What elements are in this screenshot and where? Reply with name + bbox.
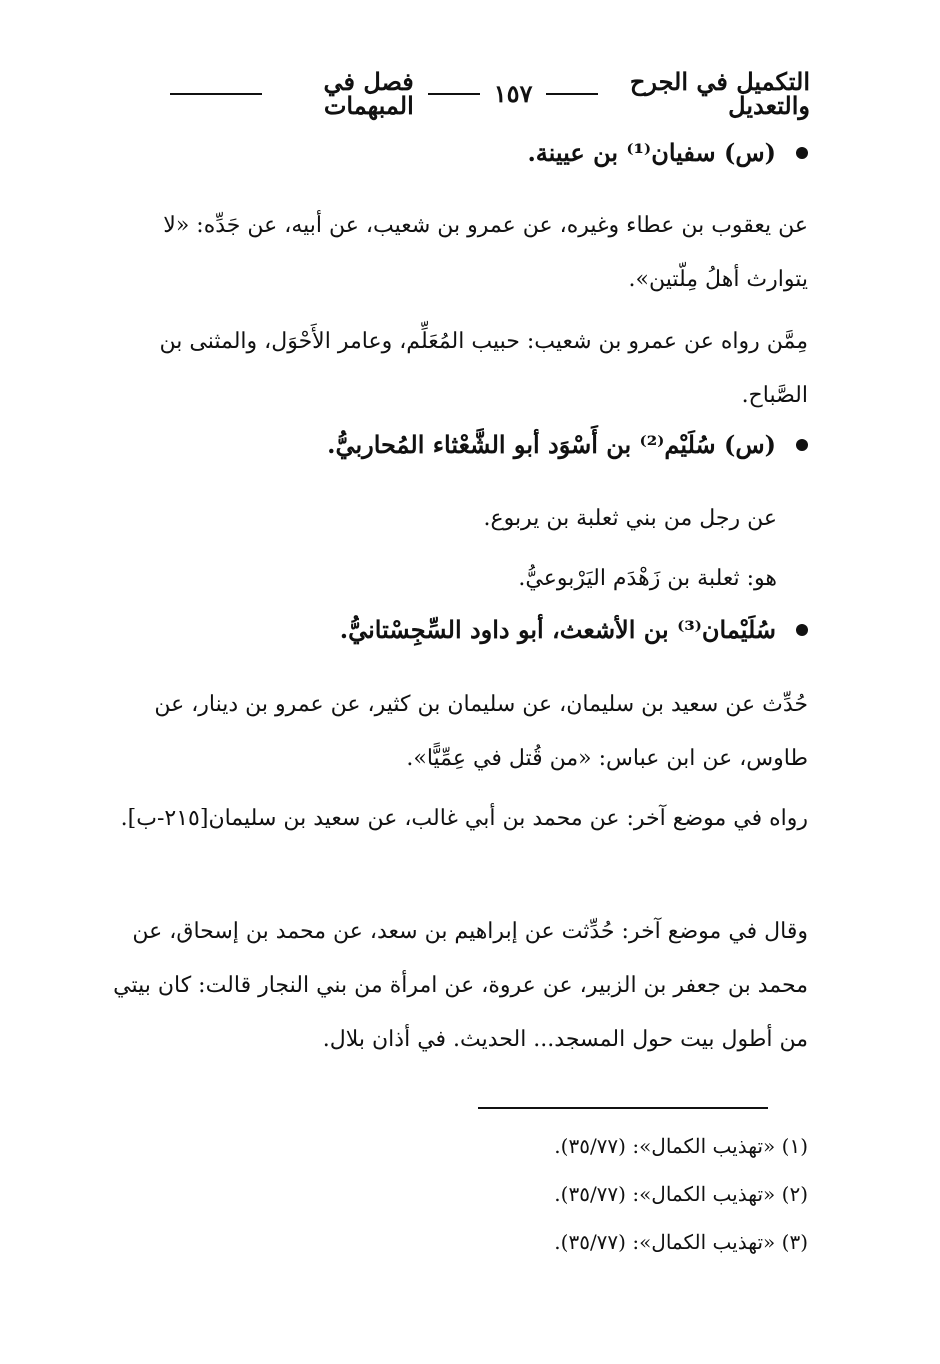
bullet-icon [796, 439, 808, 451]
paragraph-text-2: مِمَّن رواه عن عمرو بن شعيب: حبيب المُعَلِّم، وعامر الأَحْوَل، والمثنى بن الصَّباح. [159, 329, 808, 408]
paragraph-text-5: حُدِّث عن سعيد بن سليمان، عن سليمان بن كثير، عن عمرو بن دينار، عن طاوس، عن ابن عباس: «من قُتل في عِمِّيًّا». [154, 692, 808, 771]
section-title: فصل في المبهمات [323, 67, 414, 120]
paragraph-5 [108, 678, 808, 786]
paragraph-1 [108, 199, 808, 307]
paragraph-text-4: هو: ثعلبة بن زَهْدَم اليَرْبوعيُّ. [518, 566, 777, 591]
paragraph-2 [108, 315, 808, 423]
footnote-divider [478, 1107, 768, 1109]
paragraph-text-6: رواه في موضع آخر: عن محمد بن أبي غالب، عن سعيد بن سليمان[٢١٥-ب]. [120, 806, 808, 831]
entry-heading-text-3: سُلَيْمان⁽³⁾ بن الأشعث، أبو داود السِّجِسْتانيُّ. [339, 615, 776, 644]
paragraph-text-7: وقال في موضع آخر: حُدِّثت عن إبراهيم بن سعد، عن محمد بن إسحاق، عن محمد بن جعفر بن الزبير، عن عروة، عن امرأة من بني النجار قالت: كان بيتي من أطول بيت حول المسجد... الحديث. في أذان بلال. [113, 919, 808, 1052]
paragraph-text-3: عن رجل من بني ثعلبة بن يربوع. [483, 506, 777, 531]
entry-heading-2 [108, 431, 808, 460]
footnote-2: (٢) «تهذيب الكمال»: (٣٥/٧٧). [554, 1182, 808, 1206]
paragraph-7 [108, 905, 808, 1067]
book-title: التكميل في الجرح والتعديل [629, 67, 810, 120]
entry-heading-1 [108, 139, 808, 168]
paragraph-6 [108, 792, 808, 846]
footnotes [448, 1122, 808, 1266]
footnote-1: (١) «تهذيب الكمال»: (٣٥/٧٧). [554, 1134, 808, 1158]
entry-heading-3 [108, 616, 808, 645]
page-number: ١٥٧ [493, 79, 533, 108]
header-rule-left [170, 93, 262, 95]
page-header [170, 67, 810, 120]
entry-heading-text-1: (س) سفيان⁽¹⁾ بن عيينة. [527, 138, 776, 167]
paragraph-text-1: عن يعقوب بن عطاء وغيره، عن عمرو بن شعيب، عن أبيه، عن جَدِّه: «لا يتوارث أهلُ مِلّتين». [163, 213, 808, 292]
bullet-icon [796, 147, 808, 159]
header-rule-middle [428, 93, 480, 95]
footnote-3: (٣) «تهذيب الكمال»: (٣٥/٧٧). [554, 1230, 808, 1254]
paragraph-3 [108, 492, 777, 546]
entry-heading-text-2: (س) سُلَيْم⁽²⁾ بن أَسْوَد أبو الشَّعْثاء المُحاربيُّ. [327, 430, 776, 459]
paragraph-4 [108, 552, 777, 606]
bullet-icon [796, 624, 808, 636]
header-rule-right [546, 93, 598, 95]
